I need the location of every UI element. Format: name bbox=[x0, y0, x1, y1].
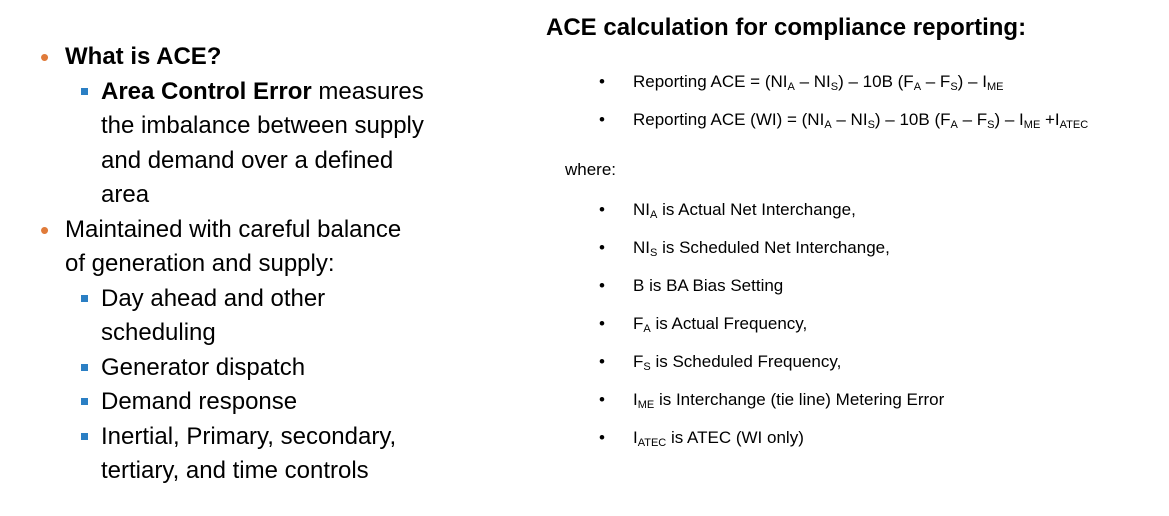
bullet-icon: • bbox=[599, 72, 605, 91]
blue-square-bullet-icon bbox=[81, 398, 88, 405]
blue-square-bullet-icon bbox=[81, 88, 88, 95]
bullet-icon: • bbox=[599, 390, 605, 409]
orange-bullet-icon: • bbox=[40, 214, 50, 245]
sub-bullet-scheduling: Day ahead and other scheduling bbox=[40, 282, 510, 351]
bullet-maintained: • Maintained with careful balance of generation and supply: bbox=[40, 214, 402, 277]
where-label: where: bbox=[565, 160, 617, 179]
section-title: ACE calculation for compliance reporting: bbox=[546, 14, 1027, 41]
blue-square-bullet-icon bbox=[81, 364, 88, 371]
bullet-icon: • bbox=[599, 238, 605, 257]
bullet-icon: • bbox=[599, 200, 605, 219]
bullet-icon: • bbox=[599, 352, 605, 371]
bullet-icon: • bbox=[599, 428, 605, 447]
bullet-icon: • bbox=[599, 110, 605, 129]
bullet-icon: • bbox=[599, 276, 605, 295]
bullet-icon: • bbox=[599, 314, 605, 333]
blue-square-bullet-icon bbox=[81, 433, 88, 440]
left-column bbox=[40, 40, 510, 489]
sub-bullet-ace-definition: Area Control Error measures the imbalance between supply and demand over a defined area bbox=[40, 75, 510, 213]
sub-bullet-demand-response: Demand response bbox=[40, 385, 510, 420]
sub-bullet-dispatch: Generator dispatch bbox=[40, 351, 510, 386]
blue-square-bullet-icon bbox=[81, 295, 88, 302]
orange-bullet-icon: • bbox=[40, 42, 50, 72]
sub-bullet-controls: Inertial, Primary, secondary, tertiary, and time controls bbox=[40, 420, 510, 489]
bullet-what-is-ace: • What is ACE? bbox=[40, 42, 222, 72]
